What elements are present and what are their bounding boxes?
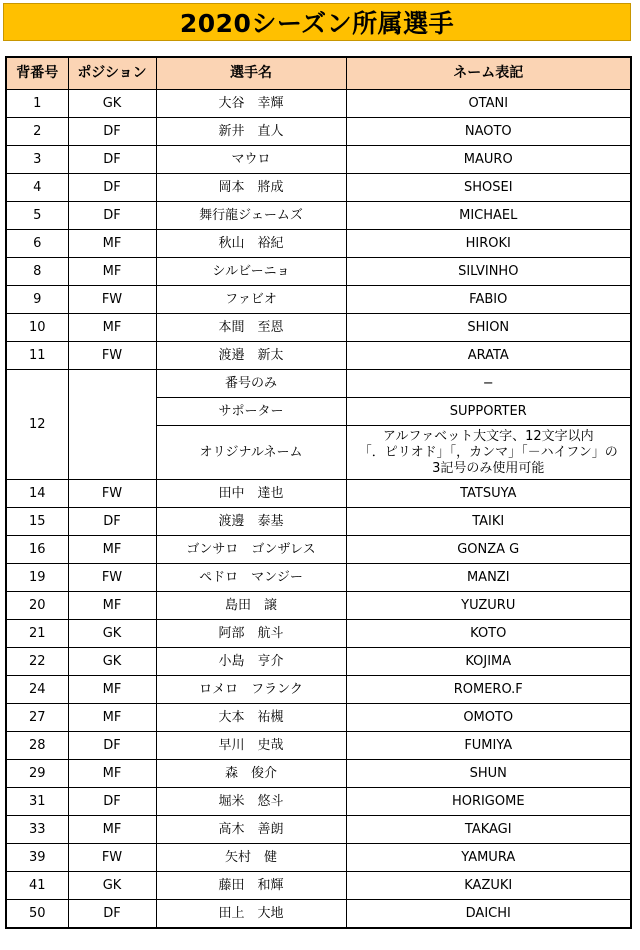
cell-number: 21 [6,620,68,648]
cell-position: MF [68,536,156,564]
cell-name-mark: YUZURU [346,592,631,620]
cell-player-name: 高木 善朗 [156,816,346,844]
cell-position: DF [68,118,156,146]
table-row [6,174,631,202]
cell-name-mark: SHUN [346,760,631,788]
cell-name-mark: MAURO [346,146,631,174]
table-row [6,508,631,536]
cell-position: MF [68,816,156,844]
cell-position: DF [68,900,156,929]
cell-name-mark: GONZA G [346,536,631,564]
cell-player-name: 小島 亨介 [156,648,346,676]
table-row [6,704,631,732]
cell-player-name: 島田 譲 [156,592,346,620]
cell-position: FW [68,844,156,872]
table-row [6,118,631,146]
cell-player-name: 新井 直人 [156,118,346,146]
table-row [6,480,631,508]
cell-player-name: 本間 至恩 [156,314,346,342]
cell-player-name: 岡本 將成 [156,174,346,202]
table-row [6,230,631,258]
table-row [6,592,631,620]
cell-player-name: オリジナルネーム [156,426,346,480]
column-header-player: 選手名 [156,57,346,90]
table-row [6,202,631,230]
cell-position: FW [68,286,156,314]
cell-player-name: 大本 祐槻 [156,704,346,732]
table-row [6,314,631,342]
cell-name-mark: OMOTO [346,704,631,732]
cell-position: GK [68,90,156,118]
cell-number: 41 [6,872,68,900]
cell-player-name: シルビーニョ [156,258,346,286]
cell-name-mark: DAICHI [346,900,631,929]
cell-position: GK [68,648,156,676]
cell-position: MF [68,314,156,342]
table-row [6,816,631,844]
cell-position: DF [68,146,156,174]
name-mark-rule-line: 3記号のみ使用可能 [432,460,545,476]
table-row [6,900,631,929]
cell-number: 31 [6,788,68,816]
cell-number: 15 [6,508,68,536]
cell-number: 11 [6,342,68,370]
cell-name-mark: FABIO [346,286,631,314]
cell-player-name: 番号のみ [156,370,346,398]
cell-position: FW [68,564,156,592]
cell-position: DF [68,732,156,760]
cell-player-name: 秋山 裕紀 [156,230,346,258]
cell-player-name: 田上 大地 [156,900,346,929]
cell-number: 14 [6,480,68,508]
cell-name-mark: KOTO [346,620,631,648]
cell-number: 5 [6,202,68,230]
table-row [6,286,631,314]
cell-name-mark: TAKAGI [346,816,631,844]
cell-number: 33 [6,816,68,844]
table-row [6,844,631,872]
cell-player-name: 大谷 幸輝 [156,90,346,118]
name-mark-rule-line: アルファベット大文字、12文字以内 [382,428,594,444]
cell-number: 16 [6,536,68,564]
cell-name-mark: − [346,370,631,398]
cell-number: 12 [6,370,68,480]
cell-number: 4 [6,174,68,202]
cell-name-mark: FUMIYA [346,732,631,760]
cell-number: 8 [6,258,68,286]
cell-number: 28 [6,732,68,760]
column-header-name-mark: ネーム表記 [346,57,631,90]
cell-number: 6 [6,230,68,258]
cell-name-mark: TATSUYA [346,480,631,508]
cell-name-mark: YAMURA [346,844,631,872]
cell-number: 1 [6,90,68,118]
cell-position: GK [68,620,156,648]
column-header-position: ポジション [68,57,156,90]
cell-name-mark: ROMERO.F [346,676,631,704]
cell-number: 50 [6,900,68,929]
cell-player-name: ゴンサロ ゴンザレス [156,536,346,564]
cell-player-name: マウロ [156,146,346,174]
table-row [6,90,631,118]
cell-position: DF [68,174,156,202]
table-row [6,564,631,592]
cell-name-mark: SUPPORTER [346,398,631,426]
table-row [6,760,631,788]
table-row [6,732,631,760]
table-row [6,370,631,398]
cell-number: 29 [6,760,68,788]
cell-number: 2 [6,118,68,146]
table-row [6,342,631,370]
cell-player-name: 藤田 和輝 [156,872,346,900]
cell-player-name: 渡邊 泰基 [156,508,346,536]
cell-position: DF [68,788,156,816]
table-row [6,258,631,286]
table-row [6,648,631,676]
cell-player-name: ロメロ フランク [156,676,346,704]
table-row [6,676,631,704]
cell-name-mark: KOJIMA [346,648,631,676]
cell-player-name: 渡邉 新太 [156,342,346,370]
cell-number: 22 [6,648,68,676]
cell-player-name: ファビオ [156,286,346,314]
cell-name-mark: ARATA [346,342,631,370]
cell-name-mark: NAOTO [346,118,631,146]
cell-number: 9 [6,286,68,314]
cell-player-name: 田中 達也 [156,480,346,508]
cell-name-mark: SHION [346,314,631,342]
cell-position: GK [68,872,156,900]
roster-table [5,56,632,929]
cell-player-name: 舞行龍ジェームズ [156,202,346,230]
table-header-row [6,57,631,90]
cell-position [68,370,156,480]
roster-body [6,90,631,929]
cell-position: MF [68,676,156,704]
cell-number: 39 [6,844,68,872]
cell-player-name: 矢村 健 [156,844,346,872]
cell-player-name: 堀米 悠斗 [156,788,346,816]
cell-player-name: 早川 史哉 [156,732,346,760]
cell-name-mark: MICHAEL [346,202,631,230]
table-row [6,788,631,816]
page-title: 2020シーズン所属選手 [3,3,631,41]
cell-position: MF [68,704,156,732]
cell-player-name: ペドロ マンジー [156,564,346,592]
cell-position: MF [68,258,156,286]
cell-player-name: サポーター [156,398,346,426]
cell-player-name: 森 俊介 [156,760,346,788]
cell-position: DF [68,202,156,230]
cell-name-mark: HORIGOME [346,788,631,816]
cell-number: 24 [6,676,68,704]
cell-player-name: 阿部 航斗 [156,620,346,648]
cell-name-mark: SILVINHO [346,258,631,286]
cell-position: MF [68,230,156,258]
cell-number: 20 [6,592,68,620]
cell-number: 19 [6,564,68,592]
cell-number: 27 [6,704,68,732]
cell-name-mark: TAIKI [346,508,631,536]
table-row [6,146,631,174]
table-row [6,620,631,648]
table-row [6,872,631,900]
column-header-number: 背番号 [6,57,68,90]
cell-position: FW [68,480,156,508]
name-mark-rule-line: 「．ピリオド」「，カンマ」「－ハイフン」の [358,444,618,460]
cell-number: 3 [6,146,68,174]
cell-position: MF [68,760,156,788]
table-row [6,536,631,564]
cell-position: MF [68,592,156,620]
cell-name-mark [346,426,631,480]
cell-name-mark: MANZI [346,564,631,592]
cell-position: FW [68,342,156,370]
cell-name-mark: OTANI [346,90,631,118]
cell-number: 10 [6,314,68,342]
cell-name-mark: KAZUKI [346,872,631,900]
cell-name-mark: HIROKI [346,230,631,258]
cell-position: DF [68,508,156,536]
cell-name-mark: SHOSEI [346,174,631,202]
